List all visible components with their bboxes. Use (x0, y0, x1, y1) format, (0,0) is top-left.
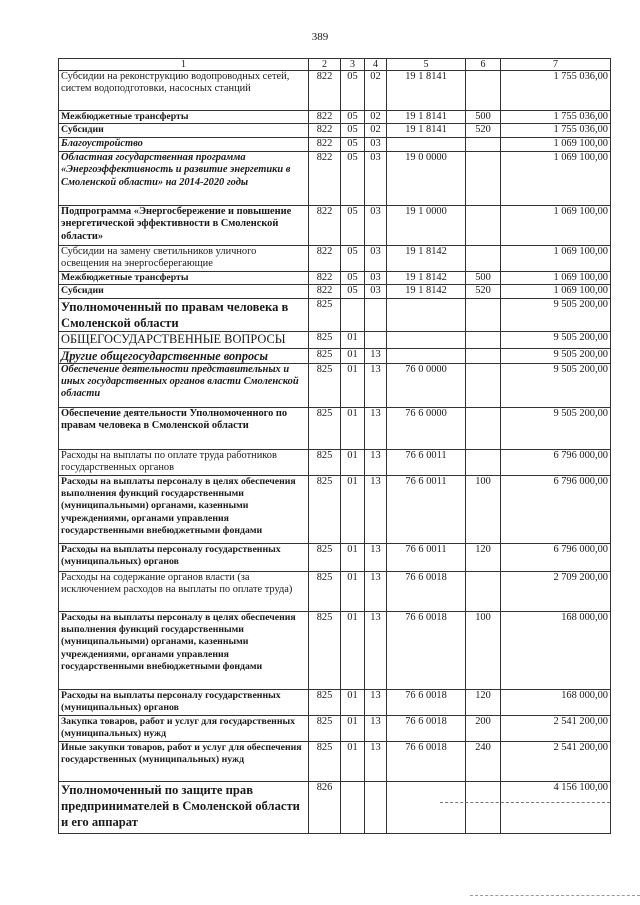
col-6-cell (466, 331, 501, 348)
col-3-cell: 01 (341, 407, 365, 449)
row-name-cell: Субсидии на реконструкцию водопроводных сетей, систем водоподготовки, насосных станций (59, 71, 309, 111)
table-row (59, 245, 611, 271)
row-name-cell: Иные закупки товаров, работ и услуг для обеспечения государственных (муниципальных) нужд (59, 741, 309, 781)
header-cell: 7 (501, 59, 611, 71)
table-row (59, 407, 611, 449)
row-name-cell: Расходы на выплаты персоналу в целях обеспечения выполнения функций государственными (муниципальными) органами, казенными учреждениями, органами управления государственными внебюджетными фондами (59, 611, 309, 689)
row-name-cell: ОБЩЕГОСУДАРСТВЕННЫЕ ВОПРОСЫ (59, 331, 309, 348)
table-row (59, 449, 611, 475)
col-7-cell: 6 796 000,00 (501, 475, 611, 543)
header-cell: 6 (466, 59, 501, 71)
col-4-cell: 03 (365, 245, 387, 271)
col-7-cell: 1 069 100,00 (501, 137, 611, 151)
col-6-cell (466, 363, 501, 407)
row-name-cell: Субсидии (59, 124, 309, 137)
col-2-cell: 825 (309, 715, 341, 741)
col-2-cell: 825 (309, 407, 341, 449)
table-row (59, 715, 611, 741)
table-row (59, 611, 611, 689)
col-6-cell (466, 571, 501, 611)
table-row (59, 348, 611, 363)
row-name-cell: Обеспечение деятельности Уполномоченного по правам человека в Смоленской области (59, 407, 309, 449)
col-2-cell: 825 (309, 611, 341, 689)
table-row (59, 331, 611, 348)
col-6-cell (466, 348, 501, 363)
col-5-cell: 19 0 0000 (387, 151, 466, 205)
row-name-cell: Расходы на выплаты персоналу государственных (муниципальных) органов (59, 543, 309, 571)
header-cell: 1 (59, 59, 309, 71)
col-7-cell: 1 755 036,00 (501, 124, 611, 137)
table-row (59, 298, 611, 331)
col-6-cell: 500 (466, 271, 501, 284)
col-5-cell: 76 6 0018 (387, 689, 466, 715)
col-4-cell: 13 (365, 449, 387, 475)
col-2-cell: 825 (309, 475, 341, 543)
col-2-cell: 822 (309, 271, 341, 284)
row-name-cell: Подпрограмма «Энергосбережение и повышение энергетической эффективности в Смоленской области» (59, 205, 309, 245)
col-2-cell: 822 (309, 205, 341, 245)
col-7-cell: 1 069 100,00 (501, 245, 611, 271)
col-6-cell: 100 (466, 611, 501, 689)
col-7-cell: 1 069 100,00 (501, 205, 611, 245)
col-4-cell: 03 (365, 137, 387, 151)
col-6-cell: 240 (466, 741, 501, 781)
row-name-cell: Закупка товаров, работ и услуг для государственных (муниципальных) нужд (59, 715, 309, 741)
col-4-cell: 13 (365, 611, 387, 689)
col-5-cell (387, 137, 466, 151)
col-2-cell: 825 (309, 363, 341, 407)
table-row (59, 111, 611, 124)
col-6-cell (466, 407, 501, 449)
col-5-cell (387, 348, 466, 363)
row-name-cell: Расходы на выплаты персоналу государственных (муниципальных) органов (59, 689, 309, 715)
table-row (59, 781, 611, 833)
col-7-cell: 1 755 036,00 (501, 71, 611, 111)
col-4-cell: 13 (365, 475, 387, 543)
dashed-rule (440, 802, 610, 803)
col-7-cell: 2 541 200,00 (501, 741, 611, 781)
col-2-cell: 825 (309, 741, 341, 781)
col-2-cell: 822 (309, 111, 341, 124)
col-6-cell (466, 151, 501, 205)
col-7-cell: 9 505 200,00 (501, 407, 611, 449)
col-7-cell: 4 156 100,00 (501, 781, 611, 833)
col-2-cell: 826 (309, 781, 341, 833)
row-name-cell: Межбюджетные трансферты (59, 111, 309, 124)
col-7-cell: 1 755 036,00 (501, 111, 611, 124)
col-5-cell: 76 6 0000 (387, 407, 466, 449)
col-4-cell: 13 (365, 543, 387, 571)
col-2-cell: 822 (309, 151, 341, 205)
col-4-cell (365, 331, 387, 348)
row-name-cell: Обеспечение деятельности представительных и иных государственных органов власти Смоленской области (59, 363, 309, 407)
table-row (59, 271, 611, 284)
col-3-cell: 05 (341, 205, 365, 245)
col-6-cell: 120 (466, 689, 501, 715)
col-6-cell (466, 71, 501, 111)
col-3-cell: 01 (341, 363, 365, 407)
col-2-cell: 825 (309, 689, 341, 715)
col-2-cell: 822 (309, 285, 341, 298)
col-5-cell: 76 6 0011 (387, 475, 466, 543)
col-7-cell: 9 505 200,00 (501, 331, 611, 348)
col-7-cell: 6 796 000,00 (501, 449, 611, 475)
col-3-cell: 01 (341, 331, 365, 348)
col-2-cell: 822 (309, 124, 341, 137)
col-6-cell: 500 (466, 111, 501, 124)
col-5-cell: 76 0 0000 (387, 363, 466, 407)
col-6-cell (466, 449, 501, 475)
row-name-cell: Расходы на выплаты персоналу в целях обеспечения выполнения функций государственными (муниципальными) органами, казенными учреждениями, органами управления государственными внебюджетными фондами (59, 475, 309, 543)
col-4-cell: 13 (365, 715, 387, 741)
col-4-cell: 13 (365, 363, 387, 407)
col-3-cell: 05 (341, 285, 365, 298)
col-6-cell: 200 (466, 715, 501, 741)
col-3-cell: 01 (341, 449, 365, 475)
row-name-cell: Областная государственная программа «Энергоэффективность и развитие энергетики в Смоленской области» на 2014-2020 годы (59, 151, 309, 205)
col-5-cell: 19 1 0000 (387, 205, 466, 245)
col-4-cell (365, 781, 387, 833)
row-name-cell: Субсидии (59, 285, 309, 298)
col-4-cell: 13 (365, 689, 387, 715)
row-name-cell: Уполномоченный по защите прав предпринимателей в Смоленской области и его аппарат (59, 781, 309, 833)
col-7-cell: 1 069 100,00 (501, 285, 611, 298)
col-4-cell: 02 (365, 124, 387, 137)
header-cell: 4 (365, 59, 387, 71)
col-7-cell: 1 069 100,00 (501, 151, 611, 205)
col-3-cell: 01 (341, 715, 365, 741)
col-5-cell (387, 298, 466, 331)
col-3-cell (341, 298, 365, 331)
col-7-cell: 2 541 200,00 (501, 715, 611, 741)
row-name-cell: Другие общегосударственные вопросы (59, 348, 309, 363)
col-5-cell: 19 1 8142 (387, 285, 466, 298)
table-row (59, 151, 611, 205)
col-3-cell: 01 (341, 348, 365, 363)
col-7-cell: 6 796 000,00 (501, 543, 611, 571)
col-3-cell: 05 (341, 137, 365, 151)
col-3-cell: 01 (341, 611, 365, 689)
col-7-cell: 9 505 200,00 (501, 298, 611, 331)
table-row (59, 137, 611, 151)
col-6-cell (466, 298, 501, 331)
col-2-cell: 822 (309, 71, 341, 111)
col-5-cell: 76 6 0018 (387, 571, 466, 611)
scan-edge-rule (470, 895, 640, 896)
row-name-cell: Расходы на выплаты по оплате труда работников государственных органов (59, 449, 309, 475)
col-2-cell: 825 (309, 331, 341, 348)
col-6-cell (466, 245, 501, 271)
col-3-cell: 05 (341, 245, 365, 271)
table-row (59, 285, 611, 298)
col-7-cell: 168 000,00 (501, 611, 611, 689)
col-4-cell: 02 (365, 111, 387, 124)
col-5-cell: 19 1 8141 (387, 124, 466, 137)
col-2-cell: 825 (309, 298, 341, 331)
col-2-cell: 825 (309, 449, 341, 475)
col-5-cell: 76 6 0018 (387, 715, 466, 741)
col-5-cell: 19 1 8141 (387, 111, 466, 124)
table-row (59, 205, 611, 245)
col-5-cell (387, 781, 466, 833)
header-cell: 3 (341, 59, 365, 71)
table-row (59, 543, 611, 571)
col-3-cell (341, 781, 365, 833)
col-2-cell: 822 (309, 245, 341, 271)
col-4-cell: 13 (365, 571, 387, 611)
col-3-cell: 05 (341, 151, 365, 205)
col-3-cell: 05 (341, 124, 365, 137)
col-2-cell: 822 (309, 137, 341, 151)
col-3-cell: 01 (341, 741, 365, 781)
col-2-cell: 825 (309, 348, 341, 363)
col-4-cell: 02 (365, 71, 387, 111)
header-cell: 2 (309, 59, 341, 71)
col-7-cell: 9 505 200,00 (501, 363, 611, 407)
row-name-cell: Благоустройство (59, 137, 309, 151)
col-5-cell: 76 6 0011 (387, 449, 466, 475)
row-name-cell: Субсидии на замену светильников уличного освещения на энергосберегающие (59, 245, 309, 271)
col-3-cell: 01 (341, 689, 365, 715)
header-cell: 5 (387, 59, 466, 71)
col-4-cell (365, 298, 387, 331)
col-6-cell: 120 (466, 543, 501, 571)
col-6-cell (466, 205, 501, 245)
col-4-cell: 13 (365, 741, 387, 781)
col-3-cell: 01 (341, 571, 365, 611)
col-6-cell: 520 (466, 285, 501, 298)
col-5-cell: 19 1 8142 (387, 245, 466, 271)
col-6-cell: 100 (466, 475, 501, 543)
table-row (59, 71, 611, 111)
row-name-cell: Межбюджетные трансферты (59, 271, 309, 284)
col-5-cell: 76 6 0011 (387, 543, 466, 571)
col-3-cell: 01 (341, 475, 365, 543)
table-row (59, 741, 611, 781)
table-row (59, 475, 611, 543)
col-5-cell (387, 331, 466, 348)
col-7-cell: 168 000,00 (501, 689, 611, 715)
col-5-cell: 76 6 0018 (387, 741, 466, 781)
col-4-cell: 03 (365, 151, 387, 205)
col-4-cell: 13 (365, 348, 387, 363)
col-5-cell: 19 1 8141 (387, 71, 466, 111)
row-name-cell: Расходы на содержание органов власти (за исключением расходов на выплаты по оплате труда) (59, 571, 309, 611)
col-3-cell: 05 (341, 71, 365, 111)
col-2-cell: 825 (309, 543, 341, 571)
col-4-cell: 13 (365, 407, 387, 449)
col-4-cell: 03 (365, 271, 387, 284)
col-6-cell: 520 (466, 124, 501, 137)
col-6-cell (466, 781, 501, 833)
col-4-cell: 03 (365, 285, 387, 298)
table-row (59, 363, 611, 407)
col-5-cell: 19 1 8142 (387, 271, 466, 284)
col-3-cell: 01 (341, 543, 365, 571)
table-row (59, 571, 611, 611)
col-7-cell: 2 709 200,00 (501, 571, 611, 611)
col-3-cell: 05 (341, 271, 365, 284)
col-6-cell (466, 137, 501, 151)
table-header-row (59, 59, 611, 71)
col-7-cell: 1 069 100,00 (501, 271, 611, 284)
col-2-cell: 825 (309, 571, 341, 611)
page-number: 389 (311, 31, 329, 43)
table-row (59, 689, 611, 715)
row-name-cell: Уполномоченный по правам человека в Смоленской области (59, 298, 309, 331)
budget-table (58, 58, 611, 834)
col-4-cell: 03 (365, 205, 387, 245)
col-7-cell: 9 505 200,00 (501, 348, 611, 363)
table-row (59, 124, 611, 137)
col-3-cell: 05 (341, 111, 365, 124)
col-5-cell: 76 6 0018 (387, 611, 466, 689)
